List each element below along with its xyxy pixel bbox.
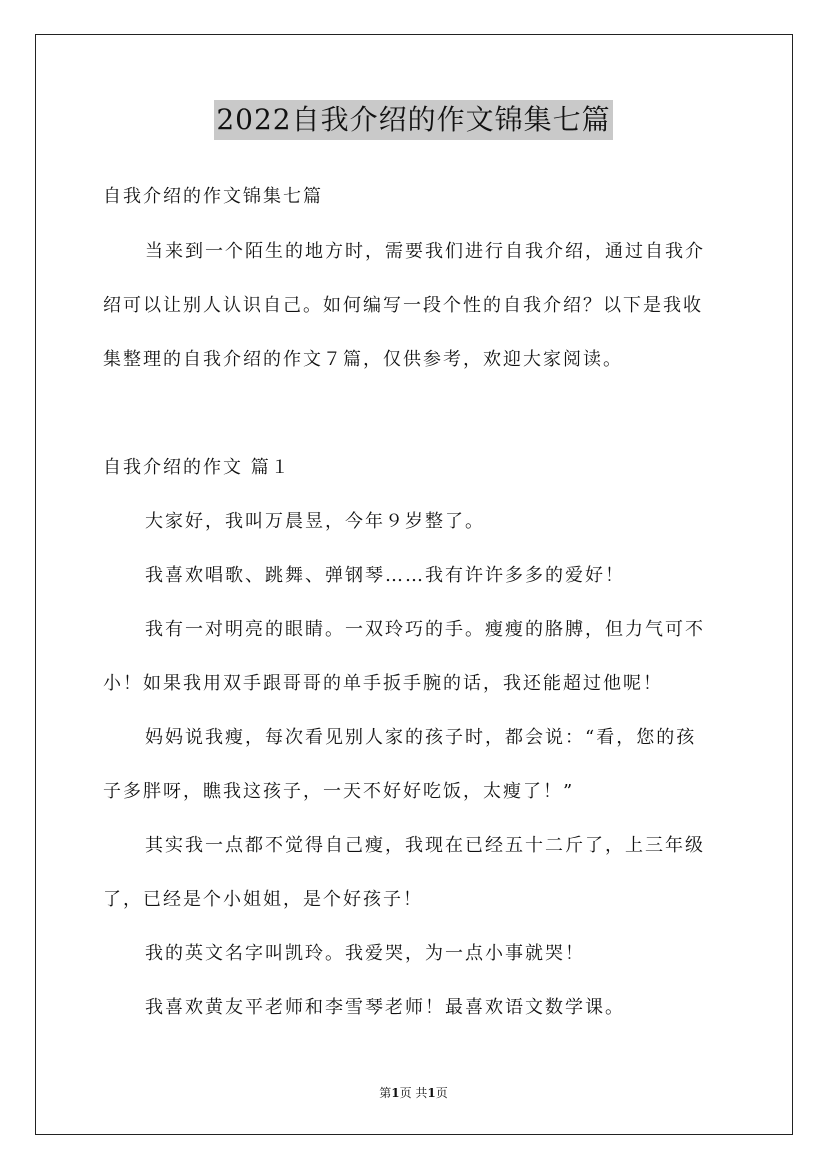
intro-line: 绍可以让别人认识自己。如何编写一段个性的自我介绍？以下是我收 — [103, 295, 703, 316]
footer-page-total: 1 — [427, 1086, 436, 1100]
intro-line: 当来到一个陌生的地方时，需要我们进行自我介绍，通过自我介 — [145, 241, 705, 262]
subtitle: 自我介绍的作文锦集七篇 — [103, 186, 323, 207]
footer-page-number: 1 — [391, 1086, 400, 1100]
title-container — [0, 100, 827, 140]
page-footer — [0, 1084, 827, 1101]
body-line: 我有一对明亮的眼睛。一双玲巧的手。瘦瘦的胳膊，但力气可不 — [145, 619, 705, 640]
body-line: 大家好，我叫万晨昱，今年９岁整了。 — [145, 511, 485, 532]
body-line: 我喜欢黄友平老师和李雪琴老师！最喜欢语文数学课。 — [145, 997, 625, 1018]
page-title: 2022自我介绍的作文锦集七篇 — [214, 100, 612, 140]
section-heading: 自我介绍的作文 篇１ — [103, 457, 291, 478]
body-line: 其实我一点都不觉得自己瘦，我现在已经五十二斤了，上三年级 — [145, 835, 705, 856]
footer-mid: 页 共 — [399, 1086, 428, 1100]
intro-line: 集整理的自我介绍的作文７篇，仅供参考，欢迎大家阅读。 — [103, 349, 623, 370]
body-line: 我的英文名字叫凯玲。我爱哭，为一点小事就哭！ — [145, 943, 585, 964]
body-line: 了，已经是个小姐姐，是个好孩子！ — [103, 889, 423, 910]
footer-suffix: 页 — [435, 1086, 448, 1100]
body-line: 小！如果我用双手跟哥哥的单手扳手腕的话，我还能超过他呢！ — [103, 673, 663, 694]
body-line: 子多胖呀，瞧我这孩子，一天不好好吃饭，太瘦了！” — [103, 781, 575, 802]
body-line: 妈妈说我瘦，每次看见别人家的孩子时，都会说：“看，您的孩 — [145, 727, 697, 748]
body-line: 我喜欢唱歌、跳舞、弹钢琴……我有许许多多的爱好！ — [145, 565, 625, 586]
footer-prefix: 第 — [379, 1086, 392, 1100]
